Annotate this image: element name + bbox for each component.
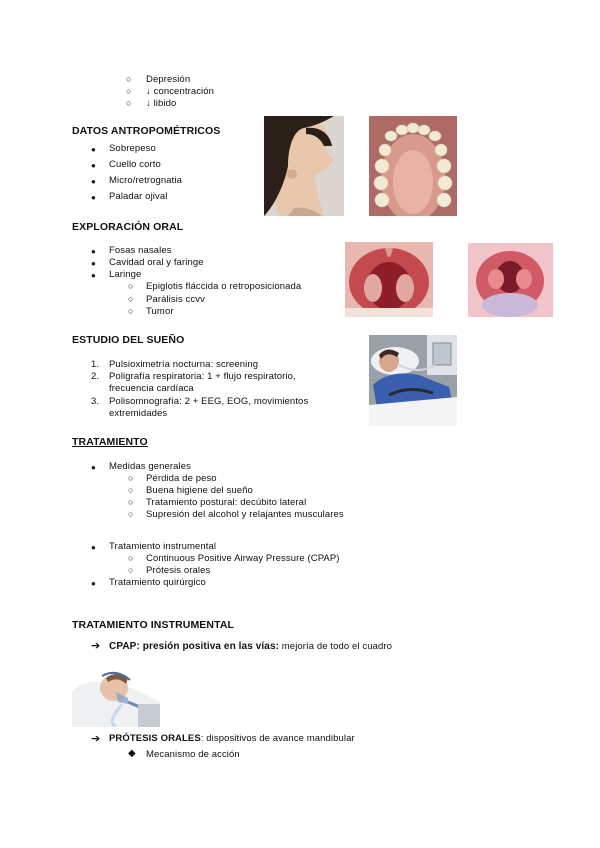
list-item: Tratamiento instrumental xyxy=(109,541,217,552)
circle-bullet: ○ xyxy=(126,74,132,84)
list-item: Prótesis orales xyxy=(146,565,211,576)
list-item: Continuous Positive Airway Pressure (CPAP) xyxy=(146,553,340,564)
bullet-dot: ● xyxy=(91,271,96,280)
section-heading: ESTUDIO DEL SUEÑO xyxy=(72,334,185,346)
circle-bullet: ○ xyxy=(128,553,134,563)
cpap-bold-text: CPAP: presión positiva en las vías: xyxy=(109,641,280,652)
bullet-dot: ● xyxy=(91,579,96,588)
circle-bullet: ○ xyxy=(128,473,134,483)
list-item: Cavidad oral y faringe xyxy=(109,257,204,268)
list-item: ↓ libido xyxy=(146,98,177,109)
section-heading: EXPLORACIÓN ORAL xyxy=(72,221,184,233)
circle-bullet: ○ xyxy=(128,281,134,291)
section-heading: DATOS ANTROPOMÉTRICOS xyxy=(72,125,221,137)
list-item: Paladar ojival xyxy=(109,191,168,202)
bullet-dot: ● xyxy=(91,177,96,186)
list-item: Tratamiento quirúrgico xyxy=(109,577,206,588)
list-item: Polisomnografía: 2 + EEG, EOG, movimientos xyxy=(109,396,309,407)
arrow-right-icon: ➔ xyxy=(91,640,101,652)
list-item: Mecanismo de acción xyxy=(146,749,240,760)
bullet-dot: ● xyxy=(91,193,96,202)
profile-photo xyxy=(264,116,344,216)
list-item: Cuello corto xyxy=(109,159,161,170)
circle-bullet: ○ xyxy=(128,565,134,575)
circle-bullet: ○ xyxy=(128,485,134,495)
list-item: Tumor xyxy=(146,306,174,317)
list-item: frecuencia cardíaca xyxy=(109,383,194,394)
throat-photo-2 xyxy=(468,243,553,317)
circle-bullet: ○ xyxy=(126,86,132,96)
cpap-rest-text: mejoría de todo el cuadro xyxy=(281,641,393,652)
list-item: Fosas nasales xyxy=(109,245,172,256)
arrow-right-icon: ➔ xyxy=(91,733,101,745)
cpap-photo xyxy=(72,662,160,727)
diamond-bullet-icon: ◆ xyxy=(128,748,136,759)
list-item: Laringe xyxy=(109,269,142,280)
section-heading: TRATAMIENTO INSTRUMENTAL xyxy=(72,619,235,631)
sleep-study-photo xyxy=(369,335,457,426)
bullet-dot: ● xyxy=(91,463,96,472)
list-item: Pérdida de peso xyxy=(146,473,217,484)
throat-photo-1 xyxy=(345,242,433,317)
list-item: Micro/retrognatia xyxy=(109,175,182,186)
cpap-line xyxy=(109,641,392,653)
palate-photo xyxy=(369,116,457,216)
list-item: Sobrepeso xyxy=(109,143,156,154)
bullet-dot: ● xyxy=(91,145,96,154)
circle-bullet: ○ xyxy=(128,497,134,507)
item-number: 1. xyxy=(91,359,100,370)
protesis-bold-text: PRÓTESIS ORALES xyxy=(109,733,201,744)
list-item: Parálisis ccvv xyxy=(146,294,205,305)
item-number: 3. xyxy=(91,396,100,407)
list-item: ↓ concentración xyxy=(146,86,215,97)
list-item: Pulsioximetría nocturna: screening xyxy=(109,359,259,370)
protesis-line xyxy=(109,733,355,745)
list-item: Poligrafía respiratoria: 1 + flujo respiratorio, xyxy=(109,371,296,382)
circle-bullet: ○ xyxy=(128,306,134,316)
list-item: Medidas generales xyxy=(109,461,191,472)
protesis-rest-text: : dispositivos de avance mandibular xyxy=(200,733,355,744)
list-item: Depresión xyxy=(146,74,191,85)
list-item: Supresión del alcohol y relajantes musculares xyxy=(146,509,344,520)
item-number: 2. xyxy=(91,371,100,382)
bullet-dot: ● xyxy=(91,161,96,170)
list-item: extremidades xyxy=(109,408,168,419)
circle-bullet: ○ xyxy=(128,294,134,304)
list-item: Tratamiento postural: decúbito lateral xyxy=(146,497,307,508)
section-heading: TRATAMIENTO xyxy=(72,436,148,448)
circle-bullet: ○ xyxy=(128,509,134,519)
bullet-dot: ● xyxy=(91,247,96,256)
bullet-dot: ● xyxy=(91,543,96,552)
list-item: Epiglotis fláccida o retroposicionada xyxy=(146,281,302,292)
circle-bullet: ○ xyxy=(126,98,132,108)
list-item: Buena higiene del sueño xyxy=(146,485,253,496)
bullet-dot: ● xyxy=(91,259,96,268)
